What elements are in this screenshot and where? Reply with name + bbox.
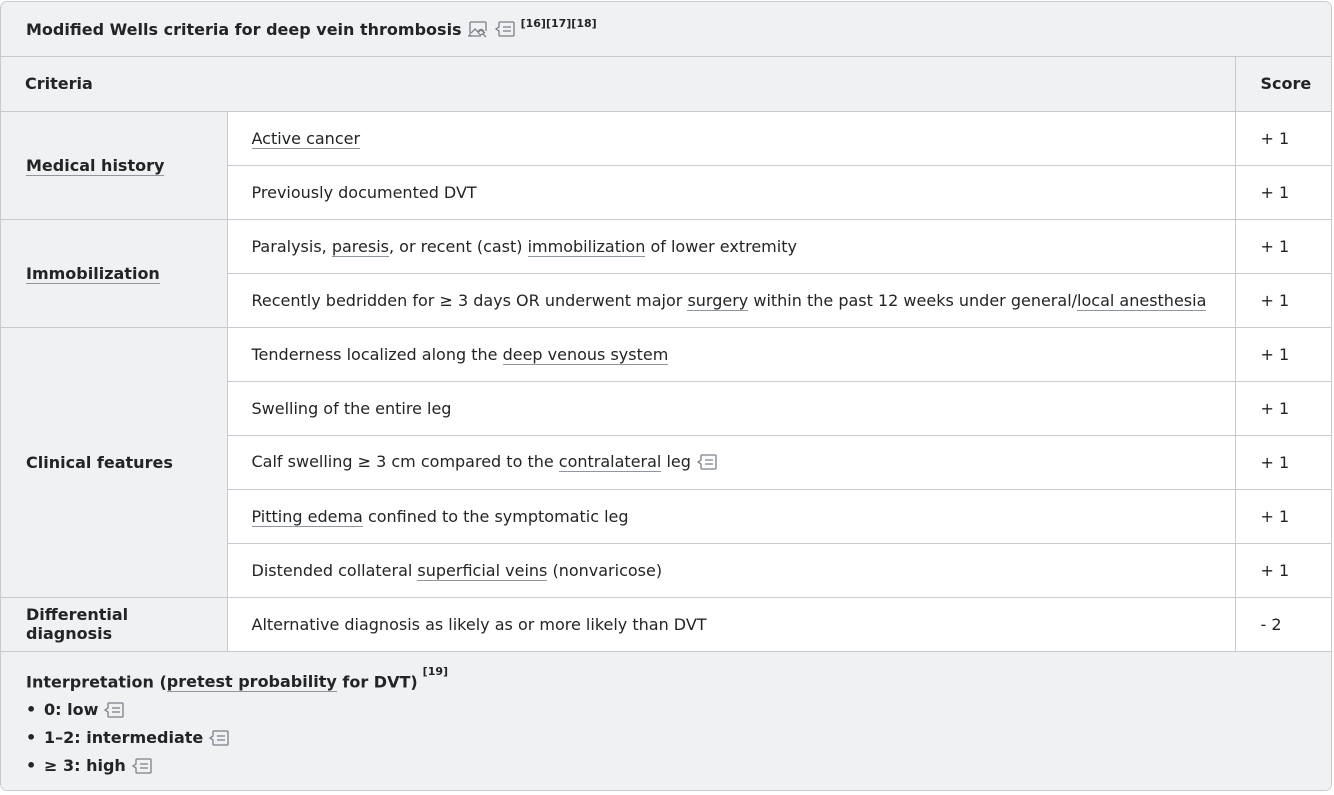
interpretation-text: Interpretation ( [26, 671, 167, 691]
criterion-cell [227, 273, 1235, 327]
medical-history-link[interactable]: Medical history [26, 155, 165, 175]
wells-criteria-table [0, 1, 1332, 791]
superficial-veins-link[interactable]: superficial veins [417, 560, 548, 580]
score-cell: + 1 [1235, 327, 1332, 381]
interpretation-section [1, 652, 1331, 791]
score-cell: + 1 [1235, 543, 1332, 597]
criterion-text: confined to the symptomatic leg [362, 506, 629, 526]
group-medical-history [1, 111, 227, 219]
criteria-table [1, 57, 1332, 652]
criterion-text: (nonvaricose) [547, 560, 663, 580]
list-item [26, 696, 1306, 724]
group-immobilization [1, 219, 227, 327]
note-icon[interactable] [131, 756, 153, 776]
note-icon[interactable] [696, 452, 718, 472]
score-cell: + 1 [1235, 273, 1332, 327]
criterion-cell [227, 543, 1235, 597]
interpretation-high: ≥ 3: high [44, 755, 126, 775]
list-item [26, 752, 1306, 780]
score-cell: + 1 [1235, 381, 1332, 435]
interpretation-text: for DVT) [336, 671, 418, 691]
pretest-probability-link[interactable]: pretest probability [166, 671, 337, 691]
paresis-link[interactable]: paresis [331, 236, 389, 256]
table-caption [1, 2, 1331, 57]
immobilization-link[interactable]: immobilization [527, 236, 646, 256]
criterion-cell: Previously documented DVT [227, 165, 1235, 219]
note-icon[interactable] [208, 728, 230, 748]
group-clinical-features: Clinical features [1, 327, 227, 597]
criterion-cell [227, 327, 1235, 381]
interpretation-intermediate: 1–2: intermediate [44, 727, 204, 747]
interpretation-reference[interactable]: [19] [422, 664, 449, 678]
surgery-link[interactable]: surgery [687, 290, 749, 310]
bullet: • [26, 727, 37, 747]
note-icon[interactable] [103, 700, 125, 720]
list-item [26, 724, 1306, 752]
table-row [1, 597, 1332, 651]
criterion-cell: Alternative diagnosis as likely as or more likely than DVT [227, 597, 1235, 651]
table-title: Modified Wells criteria for deep vein thrombosis [26, 19, 462, 39]
local-anesthesia-link[interactable]: local anesthesia [1077, 290, 1207, 310]
criterion-text: Distended collateral [251, 560, 418, 580]
header-score: Score [1235, 57, 1332, 111]
criterion-text: Recently bedridden for ≥ 3 days OR underwent major [251, 290, 688, 310]
caption-references[interactable]: [16][17][18] [520, 16, 597, 30]
interpretation-title [26, 666, 1306, 694]
criterion-text: leg [661, 451, 691, 471]
table-row [1, 219, 1332, 273]
score-cell: + 1 [1235, 165, 1332, 219]
image-icon[interactable] [467, 19, 489, 39]
bullet: • [26, 699, 37, 719]
criterion-text: of lower extremity [645, 236, 797, 256]
criterion-text: within the past 12 weeks under general/ [748, 290, 1078, 310]
criterion-text: Paralysis, [251, 236, 332, 256]
table-row [1, 111, 1332, 165]
immobilization-group-link[interactable]: Immobilization [26, 263, 160, 283]
score-cell: + 1 [1235, 219, 1332, 273]
criterion-text: Calf swelling ≥ 3 cm compared to the [251, 451, 559, 471]
deep-venous-system-link[interactable]: deep venous system [502, 344, 669, 364]
interpretation-list [26, 696, 1306, 780]
score-cell: + 1 [1235, 111, 1332, 165]
score-cell: + 1 [1235, 435, 1332, 489]
pitting-edema-link[interactable]: Pitting edema [251, 506, 363, 526]
group-differential-diagnosis: Differential diagnosis [1, 597, 227, 651]
criterion-text: Tenderness localized along the [251, 344, 503, 364]
score-cell: - 2 [1235, 597, 1332, 651]
criterion-cell [227, 489, 1235, 543]
note-icon[interactable] [494, 19, 516, 39]
header-criteria: Criteria [1, 57, 1235, 111]
criterion-cell [227, 219, 1235, 273]
score-cell: + 1 [1235, 489, 1332, 543]
criterion-cell: Swelling of the entire leg [227, 381, 1235, 435]
contralateral-link[interactable]: contralateral [558, 451, 662, 471]
active-cancer-link[interactable]: Active cancer [251, 128, 361, 148]
criterion-text: , or recent (cast) [388, 236, 528, 256]
table-row [1, 327, 1332, 381]
bullet: • [26, 755, 37, 775]
interpretation-low: 0: low [44, 699, 99, 719]
criterion-cell [227, 435, 1235, 489]
criterion-cell [227, 111, 1235, 165]
